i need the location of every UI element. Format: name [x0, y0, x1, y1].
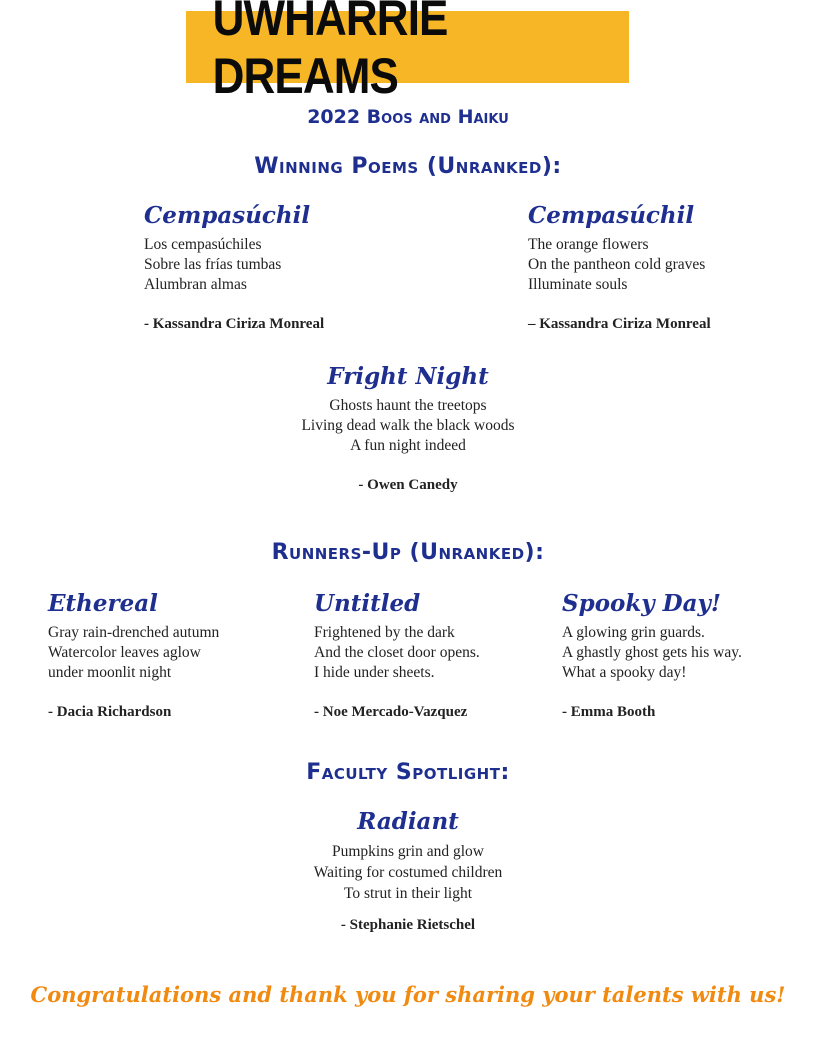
poem-author: - Noe Mercado-Vazquez: [314, 704, 468, 720]
poem-title: Radiant: [357, 808, 459, 835]
poem-line: A ghastly ghost gets his way.: [562, 644, 742, 661]
poem-line: Illuminate souls: [528, 276, 628, 293]
poem-title: Spooky Day!: [562, 590, 721, 617]
poem-line: A fun night indeed: [350, 437, 466, 454]
faculty-heading: Faculty Spotlight:: [306, 760, 510, 785]
subtitle: 2022 Boos and Haiku: [307, 106, 509, 128]
poem-title: Ethereal: [48, 590, 158, 617]
poem-line: Frightened by the dark: [314, 624, 455, 641]
runner-up-poem-1: [48, 590, 219, 721]
poem-line: To strut in their light: [343, 885, 473, 902]
poem-line: Living dead walk the black woods: [301, 417, 515, 434]
poem-line: Los cempasúchiles: [144, 236, 262, 253]
poem-line: What a spooky day!: [562, 664, 687, 681]
poem-title: Untitled: [314, 590, 421, 617]
poem-line: On the pantheon cold graves: [528, 256, 706, 273]
poem-line: Sobre las frías tumbas: [144, 256, 282, 273]
poem-line: The orange flowers: [528, 236, 649, 253]
poem-author: – Kassandra Ciriza Monreal: [528, 316, 711, 332]
poem-author: - Stephanie Rietschel: [340, 917, 476, 933]
faculty-poem: [0, 808, 816, 934]
poem-title: Cempasúchil: [528, 202, 695, 229]
poem-line: Watercolor leaves aglow: [48, 644, 201, 661]
poem-line: Gray rain-drenched autumn: [48, 624, 220, 641]
winner-poem-2: [528, 202, 711, 333]
closing-message: Congratulations and thank you for sharing your talents with us!: [30, 982, 786, 1007]
winners-heading: Winning Poems (Unranked):: [254, 154, 562, 179]
poem-line: Ghosts haunt the treetops: [329, 397, 487, 414]
runner-up-poem-3: [562, 590, 742, 721]
title-banner: [186, 0, 629, 104]
newsletter-title: UWHARRIE DREAMS: [212, 0, 448, 104]
poem-title: Cempasúchil: [144, 202, 311, 229]
poem-author: - Kassandra Ciriza Monreal: [144, 316, 325, 332]
poem-author: - Emma Booth: [562, 704, 656, 720]
poem-line: under moonlit night: [48, 664, 172, 681]
poem-line: Waiting for costumed children: [313, 864, 503, 881]
winner-poem-3: [0, 363, 816, 494]
poem-author: - Dacia Richardson: [48, 704, 172, 720]
poem-author: - Owen Canedy: [358, 477, 458, 493]
poem-line: Alumbran almas: [144, 276, 247, 293]
poem-line: And the closet door opens.: [314, 644, 480, 661]
winner-poem-1: [144, 202, 324, 333]
runner-up-poem-2: [314, 590, 480, 721]
poem-title: Fright Night: [327, 363, 489, 390]
poem-line: I hide under sheets.: [314, 664, 435, 681]
poem-line: Pumpkins grin and glow: [332, 843, 484, 860]
poem-line: A glowing grin guards.: [562, 624, 705, 641]
runners-up-heading: Runners-Up (Unranked):: [271, 540, 545, 565]
